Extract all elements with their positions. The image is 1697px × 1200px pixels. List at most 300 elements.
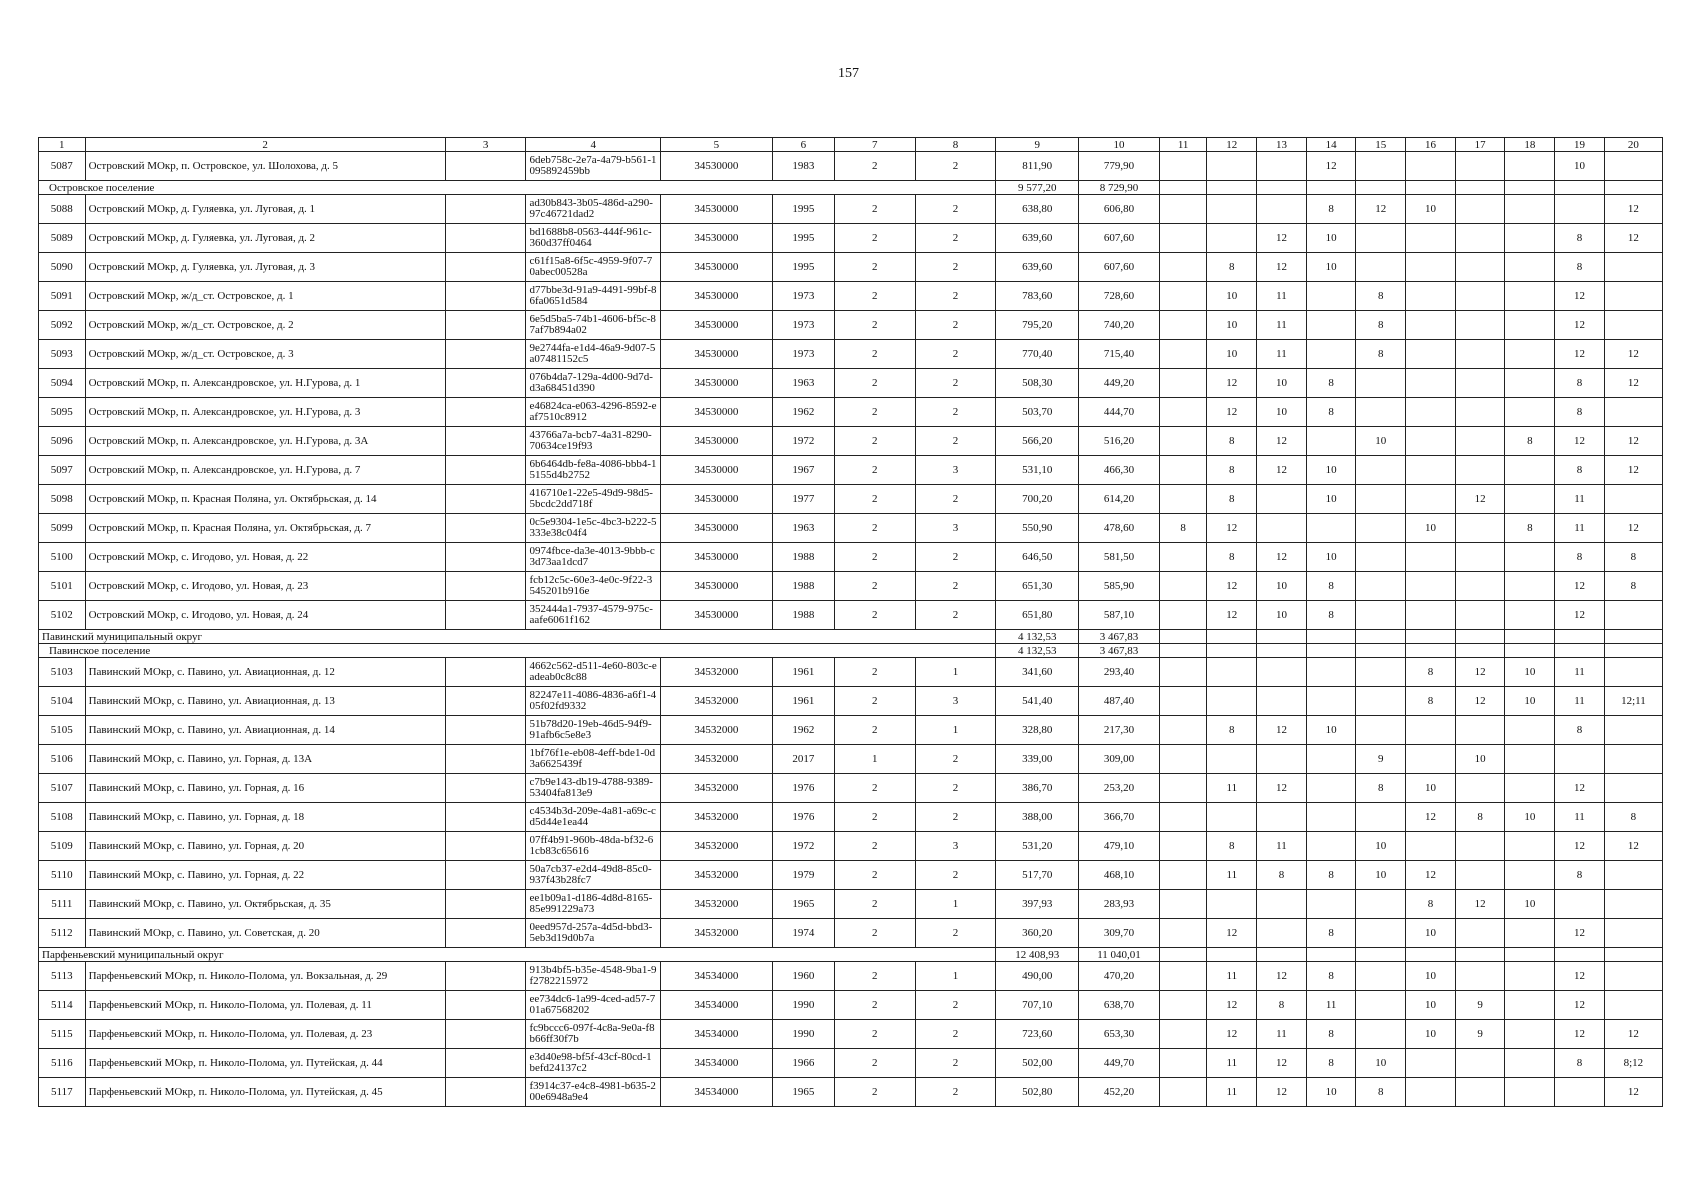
cell-col-15: 10 [1356, 1049, 1406, 1078]
cell-col-16: 8 [1406, 687, 1456, 716]
cell-col-17 [1455, 861, 1505, 890]
table-row [39, 224, 1663, 253]
cell-col-18 [1505, 991, 1555, 1020]
empty-cell [1555, 644, 1605, 658]
cell-col-14: 10 [1306, 485, 1356, 514]
cell-col-11 [1159, 369, 1207, 398]
year-built-cell: 1995 [772, 253, 834, 282]
cell-col-12: 8 [1207, 832, 1257, 861]
fias-code-cell: 0974fbce-da3e-4013-9bbb-c3d73aa1dcd7 [526, 543, 661, 572]
living-area-cell: 470,20 [1079, 962, 1160, 991]
table-row [39, 774, 1663, 803]
cell-col-3 [445, 456, 526, 485]
oktmo-cell: 34530000 [661, 369, 773, 398]
cell-col-16 [1406, 832, 1456, 861]
cell-col-3 [445, 716, 526, 745]
table-row [39, 572, 1663, 601]
cell-col-15 [1356, 514, 1406, 543]
year-built-cell: 1988 [772, 601, 834, 630]
record-number: 5115 [39, 1020, 86, 1049]
cell-col-16: 10 [1406, 919, 1456, 948]
record-number: 5096 [39, 427, 86, 456]
cell-col-19: 8 [1555, 543, 1605, 572]
cell-col-15 [1356, 601, 1406, 630]
cell-col-7: 2 [834, 991, 915, 1020]
column-number-12: 12 [1207, 138, 1257, 152]
table-row [39, 861, 1663, 890]
cell-col-12 [1207, 224, 1257, 253]
cell-col-18 [1505, 456, 1555, 485]
total-area-cell: 502,00 [996, 1049, 1079, 1078]
total-area-cell: 639,60 [996, 253, 1079, 282]
cell-col-15: 12 [1356, 195, 1406, 224]
cell-col-12: 12 [1207, 398, 1257, 427]
table-row [39, 427, 1663, 456]
cell-col-13: 12 [1257, 543, 1307, 572]
living-area-cell: 581,50 [1079, 543, 1160, 572]
cell-col-18 [1505, 601, 1555, 630]
address-cell: Павинский МОкр, с. Павино, ул. Советская, д. 20 [85, 919, 445, 948]
cell-col-15 [1356, 991, 1406, 1020]
fias-code-cell: f3914c37-e4c8-4981-b635-200e6948a9e4 [526, 1078, 661, 1107]
cell-col-3 [445, 195, 526, 224]
cell-col-13 [1257, 745, 1307, 774]
cell-col-12 [1207, 152, 1257, 181]
oktmo-cell: 34530000 [661, 514, 773, 543]
fias-code-cell: e46824ca-e063-4296-8592-eaf7510c8912 [526, 398, 661, 427]
cell-col-8: 2 [915, 803, 996, 832]
cell-col-14: 8 [1306, 861, 1356, 890]
record-number: 5113 [39, 962, 86, 991]
total-area-cell: 397,93 [996, 890, 1079, 919]
cell-col-15 [1356, 962, 1406, 991]
fias-code-cell: 82247e11-4086-4836-a6f1-405f02fd9332 [526, 687, 661, 716]
cell-col-14: 8 [1306, 919, 1356, 948]
cell-col-7: 2 [834, 152, 915, 181]
cell-col-18 [1505, 152, 1555, 181]
cell-col-13 [1257, 890, 1307, 919]
cell-col-8: 3 [915, 514, 996, 543]
address-cell: Павинский МОкр, с. Павино, ул. Горная, д. 20 [85, 832, 445, 861]
cell-col-8: 2 [915, 745, 996, 774]
cell-col-12: 11 [1207, 774, 1257, 803]
cell-col-14: 8 [1306, 369, 1356, 398]
empty-cell [1159, 630, 1207, 644]
cell-col-11 [1159, 398, 1207, 427]
living-area-cell: 728,60 [1079, 282, 1160, 311]
cell-col-15 [1356, 572, 1406, 601]
cell-col-18: 10 [1505, 803, 1555, 832]
cell-col-17 [1455, 340, 1505, 369]
empty-cell [1455, 181, 1505, 195]
cell-col-18 [1505, 861, 1555, 890]
living-area-cell: 779,90 [1079, 152, 1160, 181]
cell-col-13 [1257, 514, 1307, 543]
cell-col-12: 8 [1207, 456, 1257, 485]
year-built-cell: 1966 [772, 1049, 834, 1078]
cell-col-13: 12 [1257, 427, 1307, 456]
cell-col-13: 12 [1257, 253, 1307, 282]
cell-col-18: 10 [1505, 890, 1555, 919]
record-number: 5107 [39, 774, 86, 803]
record-number: 5103 [39, 658, 86, 687]
cell-col-17: 12 [1455, 658, 1505, 687]
oktmo-cell: 34532000 [661, 890, 773, 919]
cell-col-11 [1159, 919, 1207, 948]
cell-col-7: 2 [834, 890, 915, 919]
cell-col-12 [1207, 803, 1257, 832]
empty-cell [1505, 644, 1555, 658]
cell-col-20 [1604, 991, 1662, 1020]
year-built-cell: 1990 [772, 1020, 834, 1049]
cell-col-14 [1306, 890, 1356, 919]
table-row [39, 253, 1663, 282]
cell-col-19: 12 [1555, 601, 1605, 630]
fias-code-cell: bd1688b8-0563-444f-961c-360d37ff0464 [526, 224, 661, 253]
empty-cell [1306, 948, 1356, 962]
cell-col-19: 12 [1555, 962, 1605, 991]
cell-col-19: 12 [1555, 991, 1605, 1020]
table-row [39, 1078, 1663, 1107]
total-area-cell: 531,10 [996, 456, 1079, 485]
table-row [39, 1049, 1663, 1078]
group-label: Павинское поселение [39, 644, 996, 658]
oktmo-cell: 34534000 [661, 991, 773, 1020]
living-area-cell: 607,60 [1079, 224, 1160, 253]
total-area-cell: 723,60 [996, 1020, 1079, 1049]
cell-col-19: 8 [1555, 398, 1605, 427]
record-number: 5112 [39, 919, 86, 948]
year-built-cell: 1974 [772, 919, 834, 948]
cell-col-20 [1604, 253, 1662, 282]
total-area-cell: 386,70 [996, 774, 1079, 803]
table-row [39, 658, 1663, 687]
fias-code-cell: 50a7cb37-e2d4-49d8-85c0-937f43b28fc7 [526, 861, 661, 890]
cell-col-8: 3 [915, 832, 996, 861]
cell-col-16 [1406, 745, 1456, 774]
address-cell: Островский МОкр, п. Александровское, ул. Н.Гурова, д. 7 [85, 456, 445, 485]
record-number: 5097 [39, 456, 86, 485]
empty-cell [1356, 630, 1406, 644]
cell-col-3 [445, 152, 526, 181]
cell-col-14: 8 [1306, 398, 1356, 427]
cell-col-20: 8 [1604, 543, 1662, 572]
cell-col-19: 8 [1555, 253, 1605, 282]
cell-col-8: 2 [915, 485, 996, 514]
cell-col-12 [1207, 890, 1257, 919]
fias-code-cell: 352444a1-7937-4579-975c-aafe6061f162 [526, 601, 661, 630]
cell-col-15 [1356, 919, 1406, 948]
cell-col-18 [1505, 919, 1555, 948]
cell-col-11 [1159, 224, 1207, 253]
column-number-19: 19 [1555, 138, 1605, 152]
cell-col-8: 2 [915, 369, 996, 398]
year-built-cell: 1973 [772, 311, 834, 340]
total-area-cell: 531,20 [996, 832, 1079, 861]
cell-col-7: 2 [834, 427, 915, 456]
fias-code-cell: d77bbe3d-91a9-4491-99bf-86fa0651d584 [526, 282, 661, 311]
living-area-cell: 468,10 [1079, 861, 1160, 890]
cell-col-14: 10 [1306, 253, 1356, 282]
record-number: 5089 [39, 224, 86, 253]
cell-col-8: 2 [915, 253, 996, 282]
record-number: 5108 [39, 803, 86, 832]
record-number: 5101 [39, 572, 86, 601]
year-built-cell: 1983 [772, 152, 834, 181]
cell-col-8: 2 [915, 1020, 996, 1049]
table-row [39, 485, 1663, 514]
column-number-8: 8 [915, 138, 996, 152]
cell-col-17: 9 [1455, 1020, 1505, 1049]
cell-col-16 [1406, 572, 1456, 601]
record-number: 5116 [39, 1049, 86, 1078]
cell-col-16: 8 [1406, 658, 1456, 687]
cell-col-17 [1455, 427, 1505, 456]
empty-cell [1257, 630, 1307, 644]
cell-col-16 [1406, 456, 1456, 485]
cell-col-20 [1604, 311, 1662, 340]
cell-col-18 [1505, 832, 1555, 861]
page-number: 157 [838, 66, 859, 81]
cell-col-14 [1306, 340, 1356, 369]
total-area-cell: 639,60 [996, 224, 1079, 253]
cell-col-13: 12 [1257, 962, 1307, 991]
year-built-cell: 1979 [772, 861, 834, 890]
cell-col-7: 2 [834, 456, 915, 485]
cell-col-14: 8 [1306, 962, 1356, 991]
living-area-cell: 309,00 [1079, 745, 1160, 774]
cell-col-20: 12 [1604, 1020, 1662, 1049]
cell-col-3 [445, 369, 526, 398]
cell-col-12: 12 [1207, 601, 1257, 630]
cell-col-18 [1505, 398, 1555, 427]
cell-col-15: 8 [1356, 311, 1406, 340]
year-built-cell: 1967 [772, 456, 834, 485]
cell-col-15 [1356, 890, 1406, 919]
cell-col-7: 2 [834, 658, 915, 687]
cell-col-19: 11 [1555, 803, 1605, 832]
cell-col-3 [445, 774, 526, 803]
cell-col-14 [1306, 282, 1356, 311]
cell-col-3 [445, 832, 526, 861]
cell-col-3 [445, 1049, 526, 1078]
living-area-cell: 653,30 [1079, 1020, 1160, 1049]
cell-col-7: 2 [834, 832, 915, 861]
cell-col-17: 12 [1455, 687, 1505, 716]
cell-col-16 [1406, 340, 1456, 369]
cell-col-15 [1356, 716, 1406, 745]
cell-col-3 [445, 224, 526, 253]
table-row [39, 716, 1663, 745]
address-cell: Островский МОкр, п. Александровское, ул. Н.Гурова, д. 3А [85, 427, 445, 456]
fias-code-cell: fcb12c5c-60e3-4e0c-9f22-3545201b916e [526, 572, 661, 601]
empty-cell [1159, 948, 1207, 962]
cell-col-16 [1406, 311, 1456, 340]
cell-col-18 [1505, 485, 1555, 514]
column-number-5: 5 [661, 138, 773, 152]
address-cell: Павинский МОкр, с. Павино, ул. Авиационная, д. 13 [85, 687, 445, 716]
address-cell: Парфеньевский МОкр, п. Николо-Полома, ул. Путейская, д. 44 [85, 1049, 445, 1078]
cell-col-20 [1604, 774, 1662, 803]
cell-col-19: 11 [1555, 658, 1605, 687]
empty-cell [1356, 181, 1406, 195]
fias-code-cell: 9e2744fa-e1d4-46a9-9d07-5a07481152c5 [526, 340, 661, 369]
oktmo-cell: 34534000 [661, 1049, 773, 1078]
cell-col-11 [1159, 687, 1207, 716]
living-area-cell: 614,20 [1079, 485, 1160, 514]
cell-col-11 [1159, 1049, 1207, 1078]
total-area-cell: 517,70 [996, 861, 1079, 890]
cell-col-20 [1604, 962, 1662, 991]
cell-col-11 [1159, 658, 1207, 687]
empty-cell [1257, 644, 1307, 658]
year-built-cell: 1965 [772, 890, 834, 919]
cell-col-15 [1356, 369, 1406, 398]
record-number: 5105 [39, 716, 86, 745]
cell-col-12: 8 [1207, 716, 1257, 745]
address-cell: Островский МОкр, с. Игодово, ул. Новая, д. 24 [85, 601, 445, 630]
cell-col-13: 10 [1257, 572, 1307, 601]
cell-col-19: 8 [1555, 1049, 1605, 1078]
cell-col-20: 8 [1604, 803, 1662, 832]
cell-col-20: 12 [1604, 514, 1662, 543]
cell-col-20 [1604, 282, 1662, 311]
cell-col-7: 2 [834, 369, 915, 398]
cell-col-8: 2 [915, 152, 996, 181]
group-living-area: 8 729,90 [1079, 181, 1160, 195]
total-area-cell: 502,80 [996, 1078, 1079, 1107]
group-total-area: 9 577,20 [996, 181, 1079, 195]
fias-code-cell: 6e5d5ba5-74b1-4606-bf5c-87af7b894a02 [526, 311, 661, 340]
cell-col-15 [1356, 803, 1406, 832]
table-row [39, 687, 1663, 716]
address-cell: Павинский МОкр, с. Павино, ул. Горная, д. 18 [85, 803, 445, 832]
year-built-cell: 1976 [772, 803, 834, 832]
empty-cell [1406, 948, 1456, 962]
living-area-cell: 585,90 [1079, 572, 1160, 601]
cell-col-13: 11 [1257, 282, 1307, 311]
column-number-1: 1 [39, 138, 86, 152]
cell-col-17 [1455, 962, 1505, 991]
record-number: 5100 [39, 543, 86, 572]
cell-col-15 [1356, 543, 1406, 572]
cell-col-12: 12 [1207, 1020, 1257, 1049]
cell-col-20: 12 [1604, 224, 1662, 253]
address-cell: Парфеньевский МОкр, п. Николо-Полома, ул. Вокзальная, д. 29 [85, 962, 445, 991]
cell-col-20: 12 [1604, 340, 1662, 369]
year-built-cell: 1960 [772, 962, 834, 991]
cell-col-13 [1257, 658, 1307, 687]
record-number: 5110 [39, 861, 86, 890]
cell-col-13: 12 [1257, 1049, 1307, 1078]
empty-cell [1604, 181, 1662, 195]
column-number-row [39, 138, 1663, 152]
cell-col-16 [1406, 152, 1456, 181]
cell-col-14: 10 [1306, 224, 1356, 253]
cell-col-18 [1505, 572, 1555, 601]
cell-col-11 [1159, 601, 1207, 630]
group-living-area: 11 040,01 [1079, 948, 1160, 962]
address-cell: Павинский МОкр, с. Павино, ул. Авиационная, д. 14 [85, 716, 445, 745]
table-row [39, 369, 1663, 398]
cell-col-3 [445, 745, 526, 774]
cell-col-18 [1505, 716, 1555, 745]
cell-col-19: 8 [1555, 716, 1605, 745]
cell-col-15 [1356, 456, 1406, 485]
cell-col-13: 10 [1257, 601, 1307, 630]
cell-col-8: 2 [915, 861, 996, 890]
group-row [39, 644, 1663, 658]
address-cell: Островский МОкр, п. Александровское, ул. Н.Гурова, д. 1 [85, 369, 445, 398]
total-area-cell: 541,40 [996, 687, 1079, 716]
cell-col-8: 2 [915, 398, 996, 427]
cell-col-11 [1159, 716, 1207, 745]
empty-cell [1306, 181, 1356, 195]
address-cell: Парфеньевский МОкр, п. Николо-Полома, ул. Путейская, д. 45 [85, 1078, 445, 1107]
cell-col-18 [1505, 195, 1555, 224]
oktmo-cell: 34530000 [661, 195, 773, 224]
record-number: 5088 [39, 195, 86, 224]
cell-col-11 [1159, 340, 1207, 369]
cell-col-19: 12 [1555, 427, 1605, 456]
total-area-cell: 707,10 [996, 991, 1079, 1020]
cell-col-20: 12 [1604, 195, 1662, 224]
cell-col-3 [445, 514, 526, 543]
cell-col-11 [1159, 803, 1207, 832]
cell-col-3 [445, 485, 526, 514]
cell-col-8: 3 [915, 687, 996, 716]
column-number-14: 14 [1306, 138, 1356, 152]
cell-col-13 [1257, 687, 1307, 716]
cell-col-13 [1257, 152, 1307, 181]
cell-col-3 [445, 861, 526, 890]
address-cell: Островский МОкр, п. Красная Поляна, ул. Октябрьская, д. 7 [85, 514, 445, 543]
record-number: 5114 [39, 991, 86, 1020]
cell-col-11 [1159, 572, 1207, 601]
fias-code-cell: 6b6464db-fe8a-4086-bbb4-15155d4b2752 [526, 456, 661, 485]
oktmo-cell: 34530000 [661, 456, 773, 485]
cell-col-18: 10 [1505, 687, 1555, 716]
cell-col-14 [1306, 658, 1356, 687]
address-cell: Островский МОкр, ж/д_ст. Островское, д. 1 [85, 282, 445, 311]
fias-code-cell: 07ff4b91-960b-48da-bf32-61cb83c65616 [526, 832, 661, 861]
empty-cell [1306, 630, 1356, 644]
cell-col-20 [1604, 601, 1662, 630]
total-area-cell: 328,80 [996, 716, 1079, 745]
oktmo-cell: 34532000 [661, 745, 773, 774]
empty-cell [1406, 181, 1456, 195]
cell-col-16: 8 [1406, 890, 1456, 919]
cell-col-14: 8 [1306, 195, 1356, 224]
column-number-11: 11 [1159, 138, 1207, 152]
empty-cell [1455, 630, 1505, 644]
cell-col-19 [1555, 1078, 1605, 1107]
cell-col-7: 2 [834, 687, 915, 716]
address-cell: Островский МОкр, ж/д_ст. Островское, д. 2 [85, 311, 445, 340]
cell-col-7: 2 [834, 398, 915, 427]
record-number: 5109 [39, 832, 86, 861]
cell-col-12: 10 [1207, 282, 1257, 311]
cell-col-16 [1406, 601, 1456, 630]
cell-col-8: 1 [915, 716, 996, 745]
living-area-cell: 587,10 [1079, 601, 1160, 630]
living-area-cell: 479,10 [1079, 832, 1160, 861]
cell-col-17 [1455, 398, 1505, 427]
cell-col-16 [1406, 427, 1456, 456]
year-built-cell: 1988 [772, 572, 834, 601]
oktmo-cell: 34532000 [661, 774, 773, 803]
oktmo-cell: 34530000 [661, 311, 773, 340]
